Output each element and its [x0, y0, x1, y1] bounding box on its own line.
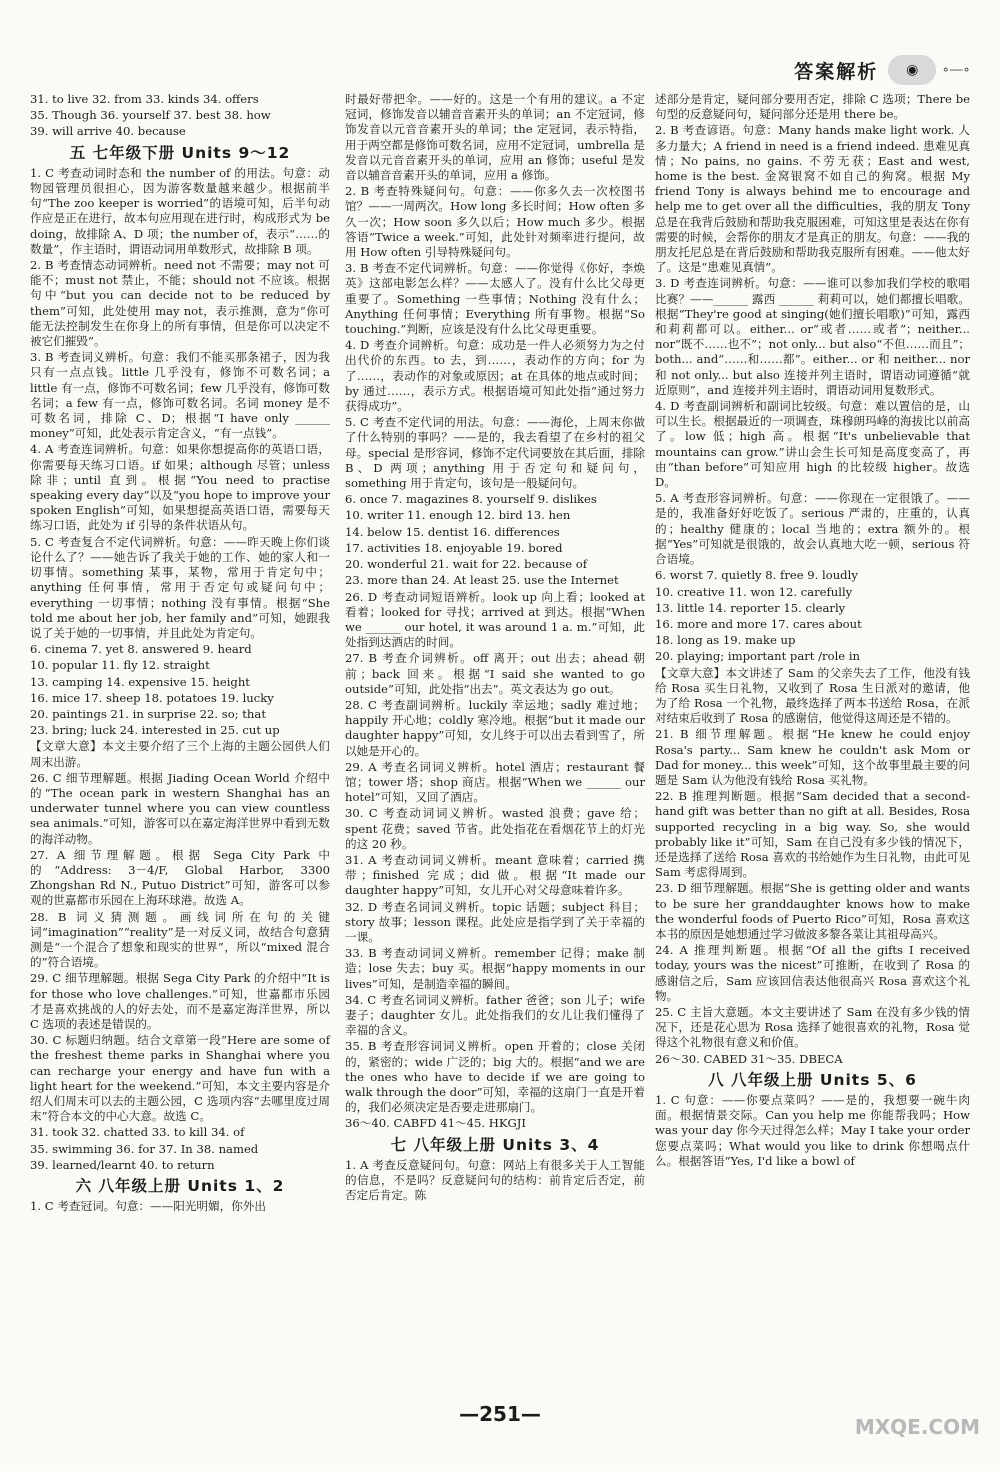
explanation-paragraph: 21. B 细节理解题。根据“He knew he could enjoy Rosa's party... Sam knew he couldn't ask Mom or Dad for money... this week”可知，这个故事里最主要的问题是 Sam 认为他没有钱给 Rosa 买礼物。 [655, 727, 970, 787]
answer-line: 16. more and more 17. cares about [655, 616, 862, 631]
explanation-paragraph: 5. A 考查形容词辨析。句意：——你现在一定很饿了。——是的，我准备好好吃饭了。serious 严肃的，庄重的，认真的；healthy 健康的；local 当地的；extra 额外的。根据“Yes”可知就是很饿的，故会认真地大吃一顿，serious 符合语境。 [655, 491, 970, 567]
explanation-paragraph: 31. A 考查动词词义辨析。meant 意味着；carried 携带；finished 完成；did 做。根据“It made our daughter happy”可知，女儿开心对父母意味着许多。 [345, 852, 645, 898]
answer-line: 6. once 7. magazines 8. yourself 9. dislikes [345, 492, 597, 507]
answer-line: 10. creative 11. won 12. carefully [655, 584, 853, 599]
explanation-paragraph: 【文章大意】本文讲述了 Sam 的父亲失去了工作，他没有钱给 Rosa 买生日礼物，又收到了 Rosa 生日派对的邀请，他为了给 Rosa 一个礼物，最终选择了两本书送给 Rosa，在派对结束后收到了 Rosa 的感谢信，他觉得这周还是不错的。 [655, 665, 970, 726]
explanation-paragraph: 1. A 考查反意疑问句。句意：网站上有很多关于人工智能的信息，不是吗？反意疑问句的结构：前肯定后否定，前否定后肯定。陈 [345, 1157, 645, 1203]
section-heading: 五 七年级下册 Units 9～12 [69, 143, 291, 162]
page-header [794, 52, 970, 88]
watermark: MXQE.COM [854, 1415, 980, 1439]
explanation-paragraph: 25. C 主旨大意题。本文主要讲述了 Sam 在没有多少钱的情况下，还是花心思为 Rosa 选择了她很喜欢的礼物，Rosa 觉得这个礼物很有意义和价值。 [655, 1004, 970, 1050]
explanation-paragraph: 3. B 考查不定代词辨析。句意：——你觉得《你好，李焕英》这部电影怎么样？——太感人了。没有什么比父母更重要了。Something 一些事情；Nothing 没有什么；Anything 任何事情；Everything 所有事物。根据“So touching.”判断，应该是没有什么比父母更重要。 [345, 261, 645, 337]
answer-line: 31. took 32. chatted 33. to kill 34. of [30, 1125, 245, 1140]
answer-line: 13. little 14. reporter 15. clearly [655, 600, 846, 615]
explanation-paragraph: 5. C 考查不定代词的用法。句意：——海伦，上周末你做了什么特别的事吗？——是的，我去看望了在乡村的祖父母。special 是形容词，修饰不定代词要放在其后面，排除 B、D 两项；anything 用于否定句和疑问句，something 用于肯定句，该句是一般疑问句。 [345, 415, 645, 491]
explanation-paragraph: 述部分是肯定，疑问部分要用否定，排除 C 选项；There be 句型的反意疑问句，疑问部分还是用 there be。 [655, 92, 970, 122]
explanation-paragraph: 28. C 考查副词辨析。luckily 幸运地；sadly 难过地；happily 开心地；coldly 寒冷地。根据“but it made our daughter happy”可知，女儿终于可以出去看到雪了，所以她是开心的。 [345, 697, 645, 758]
answer-line: 31. to live 32. from 33. kinds 34. offers [30, 92, 259, 106]
answer-line: 6. worst 7. quietly 8. free 9. loudly [655, 568, 858, 583]
explanation-paragraph: 30. C 标题归纳题。结合文章第一段“Here are some of the freshest theme parks in Shanghai where you can recharge your energy and have fun with a light heart for the weekend.”可知，本文主要内容是介绍人们周末可以去的主题公园，C 选项内容“去哪里度过周末”符合本文的中心大意。故选 C。 [30, 1033, 330, 1124]
explanation-paragraph: 23. D 细节理解题。根据“She is getting older and wants to be sure her granddaughter knows how to make the wonderful foods of Puerto Rico”可知，Rosa 喜欢这本书的原因是她想通过学习做波多黎各菜让其祖母高兴。 [655, 881, 970, 941]
explanation-paragraph: 33. B 考查动词词义辨析。remember 记得；make 制造；lose 失去；buy 买。根据“happy moments in our lives”可知，是制造幸福的瞬间。 [345, 946, 645, 991]
explanation-paragraph: 1. C 考查冠词。句意：——阳光明媚，你外出 [30, 1199, 266, 1214]
answer-line: 10. popular 11. fly 12. straight [30, 658, 210, 673]
explanation-paragraph: 28. B 词义猜测题。画线词所在句的关键词“imagination”“reality”是一对反义词，故结合句意猜测是“一个混合了想象和现实的世界”，所以“mixed 混合的”符合语境。 [30, 909, 330, 970]
answer-column-3 [655, 92, 970, 1170]
explanation-paragraph: 3. D 考查连词辨析。句意：——谁可以参加我们学校的歌唱比赛？——______ 露西 ______ 莉莉可以，她们都擅长唱歌。根据“They're good at singing(她们擅长唱歌)”可知，露西和莉莉都可以。either... or“或者……或者”；neither... nor“既不……也不”；not only... but also“不但……而且”；both... and“……和……都”。either... or 和 neither... nor 和 not only... but also 连接并列主语时，谓语动词遵循“就近原则”，and 连接并列主语时，谓语动词用复数形式。 [655, 276, 970, 397]
explanation-paragraph: 26. D 考查动词短语辨析。look up 向上看；looked at 看着；looked for 寻找；arrived at 到达。根据“When we ______ our hotel, it was around 1 a. m.”可知，此处指到达酒店的时间。 [345, 589, 645, 650]
explanation-paragraph: 34. C 考查名词词义辨析。father 爸爸；son 儿子；wife 妻子；daughter 女儿。此处指我们的女儿让我们懂得了幸福的含义。 [345, 992, 645, 1038]
answer-line: 36～40. CABFD 41～45. HKGJI [345, 1116, 526, 1131]
explanation-paragraph: 2. B 考查特殊疑问句。句意：——你多久去一次校图书馆？——一周两次。How long 多长时间；How often 多久一次；How soon 多久以后；How much 多少。根据答语“Twice a week.”可知，此处针对频率进行提问，故用 How often 引导特殊疑问句。 [345, 184, 645, 260]
header-title: 答案解析 [794, 60, 879, 83]
explanation-paragraph: 2. B 考查谚语。句意：Many hands make light work. 人多力量大；A friend in need is a friend indeed. 患难见真情；No pains, no gains. 不劳无获；East and west, home is the best. 金窝银窝不如自己的狗窝。根据 My friend Tony is always behind me to encourage and help me to get over all the difficulties，我的朋友 Tony 总是在我背后鼓励和帮助我克服困难，可知这里是表达在你有需要的时候，会帮你的朋友才是真正的朋友。句意：——我的朋友托尼总是在背后鼓励和帮助我克服所有困难。——他太好了。这是“患难见真情”。 [655, 123, 970, 275]
explanation-paragraph: 2. B 考查情态动词辨析。need not 不需要；may not 可能不；must not 禁止，不能；should not 不应该。根据句中“but you can decide not to be reduced by them”可知，此处使用 may not，表示推测，意为“你可能无法控制发生在你身上的所有事情，但是你可以决定不被它们摧毁”。 [30, 258, 330, 349]
answer-line: 16. mice 17. sheep 18. potatoes 19. lucky [30, 690, 274, 705]
explanation-paragraph: 26. C 细节理解题。根据 Jiading Ocean World 介绍中的“The ocean park in western Shanghai has an underwater tunnel where you can view countless sea animals.”可知，游客可以在嘉定海洋世界中看到无数的海洋动物。 [30, 770, 330, 846]
explanation-paragraph: 5. C 考查复合不定代词辨析。句意：——昨天晚上你们谈论什么了？——她告诉了我关于她的工作、她的家人和一切事情。something 某事，某物，常用于肯定句中；anything 任何事情，常用于否定句或疑问句中；everything 一切事情；nothing 没有事情。根据“She told me about her job, her family and”可知，她跟我说了关于她的一切事情，并且此处为肯定句。 [30, 534, 330, 640]
explanation-paragraph: 1. C 考查动词时态和 the number of 的用法。句意：动物园管理员很担心，因为游客数量越来越少。根据前半句“The zoo keeper is worried”的语境可知，后半句动作应是正在进行，故本句应用现在进行时，构成形式为 be doing，故排除 A、D 项；the number of，表示“……的数量”，作主语时，谓语动词用单数形式，故排除 B 项。 [30, 165, 330, 256]
explanation-paragraph: 29. A 考查名词词义辨析。hotel 酒店；restaurant 餐馆；tower 塔；shop 商店。根据“When we ______ our hotel”可知，又回了酒店。 [345, 759, 645, 805]
explanation-paragraph: 29. C 细节理解题。根据 Sega City Park 的介绍中“It is for those who love challenges.”可知，世嘉都市乐园才是喜欢挑战的人的好去处，而不是嘉定海洋世界，所以 C 选项的表述是错误的。 [30, 971, 330, 1031]
explanation-paragraph: 【文章大意】本文主要介绍了三个上海的主题公园供人们周末出游。 [30, 739, 330, 769]
explanation-paragraph: 4. D 考查副词辨析和副词比较级。句意：难以置信的是，山可以生长。根据最近的一项调查，珠穆朗玛峰的海拔比以前高了。low 低；high 高。根据“It's unbelievable that mountains can grow.”讲山会生长可知是高度变高了，再由“than before”可知应用 high 的比较级 higher。故选 D。 [655, 399, 970, 490]
explanation-paragraph: 4. A 考查连词辨析。句意：如果你想提高你的英语口语，你需要每天练习口语。if 如果；although 尽管；unless 除非；until 直到。根据“You need to practise speaking every day”以及“you hope to improve your spoken English”可知，如果想提高英语口语，需要每天练习口语，此处为 if 引导的条件状语从句。 [30, 442, 330, 533]
answer-line: 23. bring; luck 24. interested in 25. cut up [30, 723, 280, 738]
answer-line: 20. paintings 21. in surprise 22. so; that [30, 706, 266, 721]
answer-line: 39. learned/learnt 40. to return [30, 1157, 215, 1172]
section-heading: 八 八年级上册 Units 5、6 [708, 1070, 917, 1089]
answer-line: 20. playing; important part /role in [655, 649, 861, 664]
answer-line: 17. activities 18. enjoyable 19. bored [345, 540, 563, 555]
explanation-paragraph: 32. D 考查名词词义辨析。topic 话题；subject 科目；story 故事；lesson 课程。此处应是指学到了关于幸福的一课。 [345, 899, 645, 944]
answer-line: 18. long as 19. make up [655, 633, 796, 648]
explanation-paragraph: 30. C 考查动词词义辨析。wasted 浪费；gave 给；spent 花费；saved 节省。此处指花在看烟花节上的灯光的这 20 秒。 [345, 806, 645, 851]
answer-line: 26～30. CABED 31～35. DBECA [655, 1051, 843, 1066]
explanation-paragraph: 27. A 细节理解题。根据 Sega City Park 中的“Address: 3－4/F, Global Harbor, 3300 Zhongshan Rd N., Putuo District”可知，游客可以参观的世嘉都市乐园在上海环球港。故选 A。 [30, 847, 330, 908]
answer-line: 10. writer 11. enough 12. bird 13. hen [345, 508, 571, 523]
explanation-paragraph: 时最好带把伞。——好的。这是一个有用的建议。a 不定冠词，修饰发音以辅音音素开头的单词；an 不定冠词，修饰发音以元音音素开头的单词；the 定冠词，表示特指，用于两空都是修饰可数名词，应用不定冠词，umbrella 是发音以元音音素开头的单词，应用 an 修饰；useful 是发音以辅音音素开头的单词，应用 a 修饰。 [345, 92, 645, 183]
chain-decoration-icon: ∘—∘ [942, 62, 970, 78]
answer-column-2 [345, 92, 645, 1204]
answer-line: 6. cinema 7. yet 8. answered 9. heard [30, 642, 252, 657]
explanation-paragraph: 27. B 考查介词辨析。off 离开；out 出去；ahead 朝前；back 回来。根据“I said she wanted to go outside”可知，此处指“出去”。英文表达为 go out。 [345, 651, 645, 696]
section-heading: 六 八年级上册 Units 1、2 [75, 1177, 285, 1196]
answer-line: 23. more than 24. At least 25. use the Internet [345, 573, 619, 588]
explanation-paragraph: 35. B 考查形容词词义辨析。open 开着的；close 关闭的，紧密的；wide 广泛的；big 大的。根据“and we are the ones who have to decide if we are going to walk through the door”可知，幸福的这扇门一直是开着的，我们必须决定是否要走进那扇门。 [345, 1039, 645, 1115]
explanation-paragraph: 3. B 考查词义辨析。句意：我们不能买那条裙子，因为我只有一点点钱。little 几乎没有，修饰不可数名词；a little 有一点，修饰不可数名词；few 几乎没有，修饰可数名词；a few 有一点，修饰可数名词。名词 money 是不可数名词，排除 C、D；根据“I have only ______ money”可知，此处表示肯定含义，“有一点钱”。 [30, 350, 330, 441]
page-number: —251— [459, 1402, 541, 1426]
answer-line: 14. below 15. dentist 16. differences [345, 524, 560, 539]
answer-line: 35. Though 36. yourself 37. best 38. how [30, 108, 271, 123]
answer-line: 39. will arrive 40. because [30, 124, 186, 139]
explanation-paragraph: 1. C 句意：——你要点菜吗？——是的，我想要一碗牛肉面。根据情景交际。Can you help me 你能帮我吗；How was your day 你今天过得怎么样；May I take your order 您要点菜吗；What would you like to drink 你想喝点什么。根据答语“Yes, I'd like a bowl of [655, 1093, 970, 1168]
explanation-paragraph: 4. D 考查介词辨析。句意：成功是一件人必须努力为之付出代价的东西。to 去，到……，表动作的方向；for 为了……，表动作的对象或原因；at 在具体的地点或时间；by 通过……，表示方式。根据语境可知此处指“通过努力获得成功”。 [345, 338, 645, 414]
answer-column-1 [30, 92, 330, 1215]
book-logo-icon: ◉ [888, 55, 936, 85]
answer-line: 13. camping 14. expensive 15. height [30, 674, 250, 689]
answer-line: 35. swimming 36. for 37. In 38. named [30, 1141, 259, 1156]
explanation-paragraph: 24. A 推理判断题。根据“Of all the gifts I received today, yours was the nicest”可推断，在收到了 Rosa 的感谢信之后，Sam 应该回信表达他很高兴 Rosa 喜欢这个礼物。 [655, 943, 970, 1003]
section-heading: 七 八年级上册 Units 3、4 [390, 1135, 600, 1154]
explanation-paragraph: 22. B 推理判断题。根据“Sam decided that a second-hand gift was better than no gift at all. Besides, Rosa supported recycling in a big way. So, she would probably like it”可知，Sam 在自己没有多少钱的情况下，还是选择了送给 Rosa 喜欢的书给她作为生日礼物，由此可见 Sam 考虑得周到。 [655, 789, 970, 880]
answer-line: 20. wonderful 21. wait for 22. because of [345, 557, 588, 572]
